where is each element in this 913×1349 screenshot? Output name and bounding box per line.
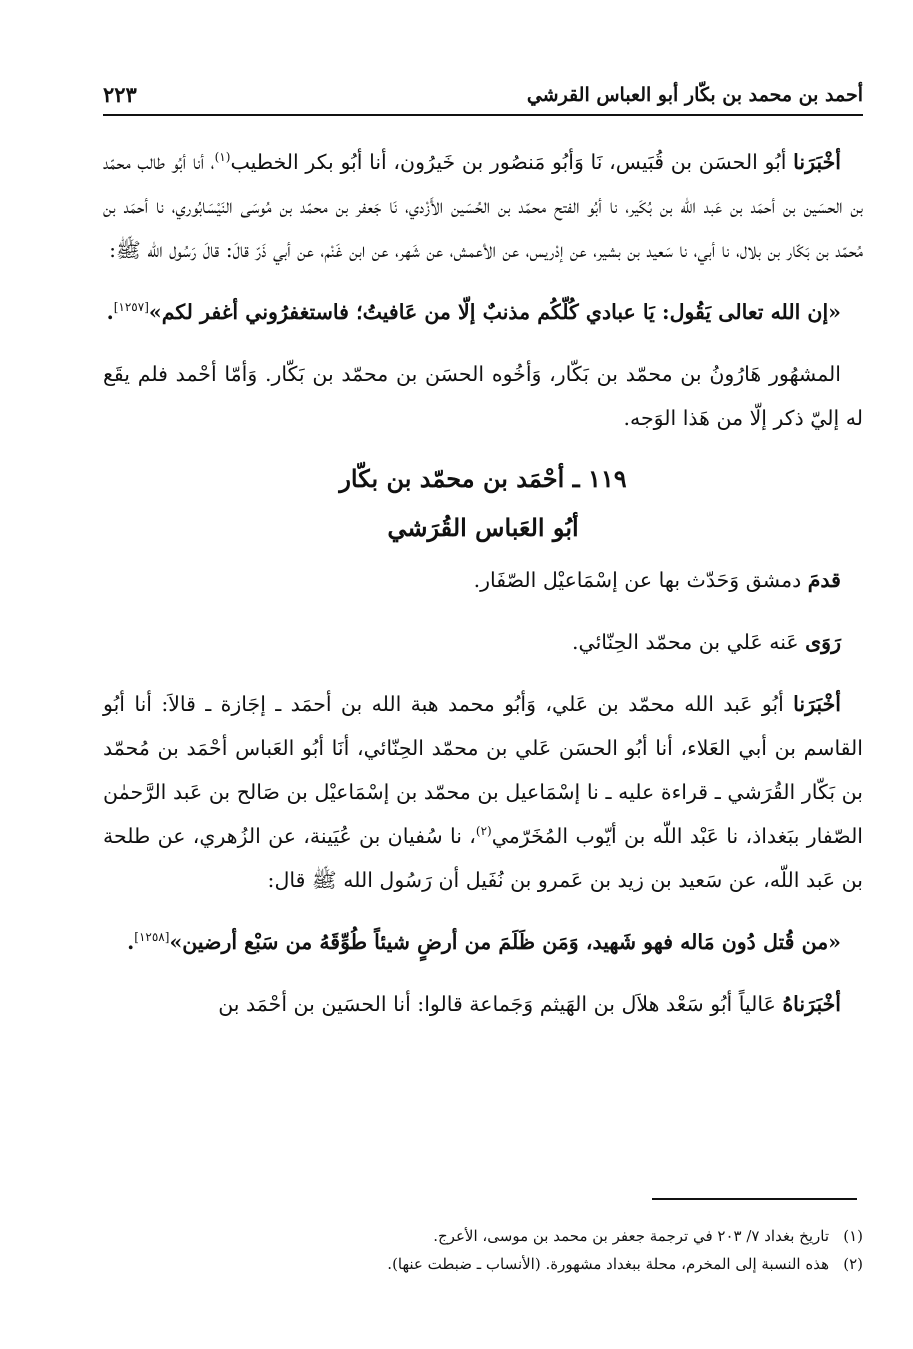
footnote-marker-2[interactable]: (٢) [475, 824, 492, 839]
footnote [103, 1222, 863, 1250]
hadith-number: [١٢٥٧] [113, 300, 149, 315]
entry-title: ١١٩ ـ أحْمَد بن محمّد بن بكّار [339, 464, 627, 493]
footnote-number: (٢) [843, 1255, 863, 1273]
paragraph-isnad-1 [103, 140, 863, 272]
paragraph-text: ، أنا أبُو طالب محمّد بن الحسَين بن أحمَد بن عَبد اللّه بن بُكَير، نا أبُو الفتح محمّد بن الحُسَين الأَزْدي، نَا جَعفر بن محمّد بن مُوسَى النَيْسَابُوري، نا أحمَد بن مُحمّد بن بَكّار بن بلال، نا أبي، نا سَعيد بن بشير، عن إدْريس، عن الأعمش، عن شَهر، عن ابن غَنْم، عن أبي ذَرّ قالَ: قالَ رَسُول الله ﷺ: [103, 150, 863, 262]
paragraph-isnad-3 [103, 982, 863, 1026]
keyword: قدمَ [807, 568, 841, 592]
paragraph-text: أبُو الحسَن بن قُبَيس، نَا وَأبُو مَنصُور بن خَيرُون، أنا أبُو بكر الخطيب [230, 150, 794, 174]
paragraph-text: أبُو عَبد الله محمّد بن عَلي، وَأبُو محمد هبة الله بن أحمَد ـ إجَازة ـ قالاَ: أنا أبُو القاسم بن أبي العَلاء، أنا أبُو الحسَن عَلي بن محمّد الحِنّائي، أنَا أبُو العَباس أحْمَد بن مُحمّد بن بَكّار القُرَشي ـ قراءة عليه ـ نا إسْمَاعيل بن محمّد بن إسْمَاعيْل بن صَالح بن عَبد الرَّحمٰن الصّفار ببَغداذ، نا عَبْد اللّه بن أيّوب المُخَرّمي [103, 692, 864, 848]
keyword: أخْبَرَنا [793, 692, 841, 716]
page-body [103, 140, 863, 1026]
paragraph-narration [103, 620, 863, 664]
paragraph-commentary: المشهُور هَارُونُ بن محمّد بن بَكّار، وَأخُوه الحسَن بن محمّد بن بَكّار. وَأمّا أحْمد فلم يقَع له إليّ ذكر إلّا من هَذا الوَجه. [103, 362, 863, 430]
footnote-number: (١) [843, 1227, 863, 1245]
paragraph-text: ، نا سُفيان بن عُيَينة، عن الزُهري، عن طلحة بن عَبد اللّه، عن سَعيد بن زيد بن عَمرو بن نُفَيل أن رَسُول الله ﷺ قال: [103, 824, 863, 892]
footnote-text: تاريخ بغداد ٧/ ٢٠٣ في ترجمة جعفر بن محمد بن موسى، الأعرج. [433, 1227, 829, 1245]
footnote-text: هذه النسبة إلى المخرم، محلة ببغداد مشهورة. (الأنساب ـ ضبطت عنها). [387, 1255, 829, 1273]
header-title: أحمد بن محمد بن بكّار أبو العباس القرشي [526, 84, 863, 106]
hadith-end: . [106, 300, 114, 324]
paragraph-text: عَالياً أبُو سَعْد هلاَل بن الهَيثم وَجَماعة قالوا: أنا الحسَين بن أحْمَد بن [218, 992, 783, 1016]
hadith-text-2 [103, 920, 863, 964]
paragraph-text: عَنه عَلي بن محمّد الحِنّائي. [571, 630, 806, 654]
keyword: أخْبَرَنا [793, 150, 841, 174]
paragraph-arrival [103, 558, 863, 602]
paragraph-isnad-2 [103, 682, 863, 902]
hadith-number: [١٢٥٨] [134, 930, 170, 945]
running-header [103, 78, 863, 116]
entry-subtitle: أبُو العَباس القُرَشي [387, 513, 579, 542]
footnotes [103, 1222, 863, 1278]
hadith-end: . [127, 930, 135, 954]
footnote [103, 1250, 863, 1278]
footnote-divider [652, 1198, 857, 1200]
hadith-quote: «من قُتل دُون مَاله فهو شَهيد، وَمَن ظَلَمَ من أرضٍ شيئاً طُوِّقَهُ من سَبْع أرضين» [169, 930, 841, 954]
paragraph-text: دمشق وَحَدّث بها عن إسْمَاعيْل الصّفَار. [473, 568, 808, 592]
footnote-marker-1[interactable]: (١) [214, 150, 231, 165]
page-number: ٢٢٣ [103, 82, 137, 107]
keyword: أخْبَرَناهُ [782, 992, 841, 1016]
keyword: رَوَى [805, 630, 841, 654]
hadith-text-1 [103, 290, 863, 334]
hadith-quote: «إن الله تعالى يَقُول: يَا عبادي كُلّكُم مذنبٌ إلّا من عَافيتُ؛ فاستغفرُوني أغفر لكم» [148, 300, 841, 324]
